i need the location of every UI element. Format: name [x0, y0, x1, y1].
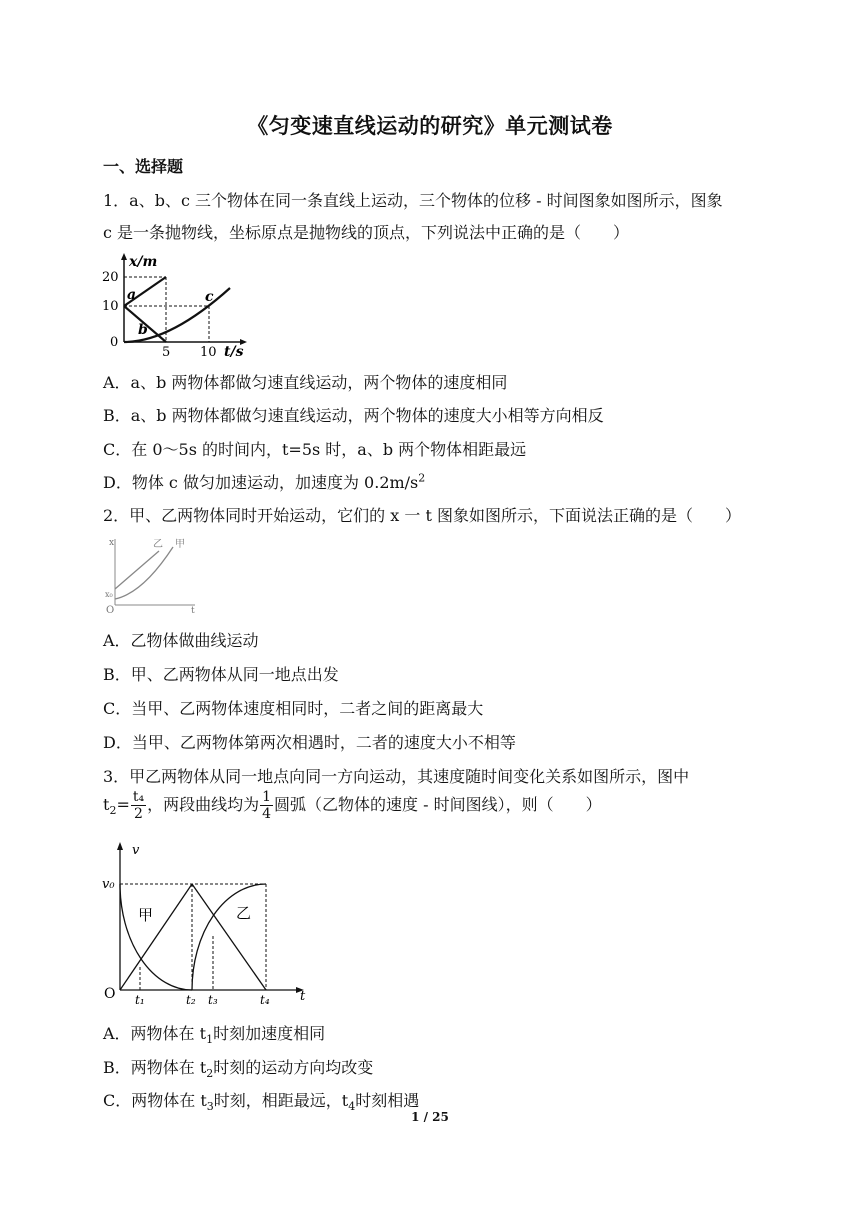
q1-stem-line1: 1．a、b、c 三个物体在同一条直线上运动，三个物体的位移 - 时间图象如图所示，图象: [103, 191, 723, 210]
q3-frac-num: t₄: [132, 789, 145, 805]
q1-option-c: C．在 0～5s 的时间内，t=5s 时，a、b 两个物体相距最远: [103, 440, 527, 459]
q3-label-yi: 乙: [236, 904, 252, 922]
q1-option-d-sup: 2: [418, 471, 426, 485]
q1-xtick-5: 5: [162, 345, 171, 360]
q3-option-b: [103, 1055, 373, 1080]
page-number: 1 / 25: [411, 1110, 449, 1124]
q2-option-a: A．乙物体做曲线运动: [103, 631, 259, 650]
q2-stem: 2．甲、乙两物体同时开始运动，它们的 x 一 t 图象如图所示，下面说法正确的是（ ）: [103, 506, 741, 525]
q3-option-c-sub: 3: [206, 1100, 214, 1114]
q3-option-b-post: 时刻的运动方向均改变: [213, 1058, 374, 1077]
q3-option-c-pre: C．两物体在 t: [103, 1091, 207, 1110]
q3-eq: =: [116, 795, 130, 814]
q2-option-c: C．当甲、乙两物体速度相同时，二者之间的距离最大: [103, 699, 484, 718]
q2-label-jia: 甲: [175, 539, 185, 550]
q2-figure: [103, 533, 203, 615]
q3-t2-sub: 2: [109, 804, 117, 818]
q2-option-b: B．甲、乙两物体从同一地点出发: [103, 665, 339, 684]
q1-figure: [100, 250, 260, 362]
q3-frac2-num: 1: [262, 789, 272, 805]
q3-frac2-den: 4: [262, 806, 272, 822]
q1-xtick-10: 10: [200, 345, 217, 360]
q1-stem-line2: c 是一条抛物线，坐标原点是抛物线的顶点，下列说法中正确的是（ ）: [103, 223, 630, 242]
q3-option-a-post: 时刻加速度相同: [213, 1024, 326, 1043]
q3-stem-line1: 3．甲乙两物体从同一地点向同一方向运动，其速度随时间变化关系如图所示，图中: [103, 767, 690, 786]
q1-x-label: t/s: [224, 344, 244, 360]
q3-tick-t2: t₂: [186, 993, 196, 1007]
q1-label-c: c: [205, 289, 214, 305]
q2-label-yi: 乙: [153, 539, 163, 550]
q1-ytick-0: 0: [110, 335, 119, 350]
q3-origin: O: [104, 986, 116, 1002]
q2-y-label: x: [109, 538, 115, 548]
q3-x-label: t: [300, 989, 306, 1004]
q3-fraction-t4-2: [131, 790, 146, 821]
page-title: 《匀变速直线运动的研究》单元测试卷: [247, 113, 613, 138]
q2-curve-jia: [115, 547, 173, 599]
q3-frac-den: 2: [134, 806, 143, 822]
q3-figure: [100, 838, 320, 1010]
q3-option-a-pre: A．两物体在 t: [103, 1024, 207, 1043]
q3-option-b-pre: B．两物体在 t: [103, 1058, 207, 1077]
q2-line-yi: [115, 551, 159, 589]
q3-label-jia: 甲: [138, 906, 154, 924]
q3-option-a-sub: 1: [206, 1033, 214, 1047]
q3-mid: ，两段曲线均为: [147, 795, 260, 814]
q3-stem-line2: [103, 790, 602, 821]
q2-x-label: t: [191, 606, 195, 615]
q3-y-label: v: [132, 843, 140, 858]
q3-option-c-mid: 时刻，相距最远，t: [213, 1091, 349, 1110]
q3-v0: v₀: [102, 877, 115, 892]
q3-line-jia-down: [192, 884, 266, 990]
q1-y-label: x/m: [129, 254, 158, 270]
q3-line-jia-up: [120, 884, 192, 990]
q3-end: 圆弧（乙物体的速度 - 时间图线），则（ ）: [274, 795, 602, 814]
q1-option-a: A．a、b 两物体都做匀速直线运动，两个物体的速度相同: [103, 373, 508, 392]
q3-fraction-1-4: [260, 790, 273, 821]
q1-option-d: [103, 470, 425, 493]
q3-option-b-sub: 2: [206, 1067, 214, 1081]
q3-option-c-sub2: 4: [348, 1100, 356, 1114]
q2-origin: O: [106, 605, 115, 615]
q1-option-d-text: D．物体 c 做匀加速运动，加速度为 0.2m/s: [103, 473, 419, 492]
q3-tick-t3: t₃: [208, 993, 218, 1007]
q3-y-arrow: [117, 842, 123, 850]
q1-ytick-20: 20: [102, 270, 119, 285]
q2-option-d: D．当甲、乙两物体第两次相遇时，二者的速度大小不相等: [103, 733, 516, 752]
section-heading: 一、选择题: [103, 157, 184, 176]
q1-label-b: b: [138, 322, 148, 338]
q1-label-a: a: [127, 287, 137, 303]
q1-option-b: B．a、b 两物体都做匀速直线运动，两个物体的速度大小相等方向相反: [103, 406, 604, 425]
q3-option-c-post: 时刻相遇: [355, 1091, 420, 1110]
q3-tick-t4: t₄: [260, 993, 270, 1007]
q1-y-arrow: [121, 253, 127, 260]
q2-x0: x₀: [105, 590, 113, 599]
q3-option-a: [103, 1021, 325, 1046]
q1-ytick-10: 10: [102, 299, 119, 314]
q3-t2: t: [103, 795, 110, 814]
q3-tick-t1: t₁: [135, 993, 145, 1007]
